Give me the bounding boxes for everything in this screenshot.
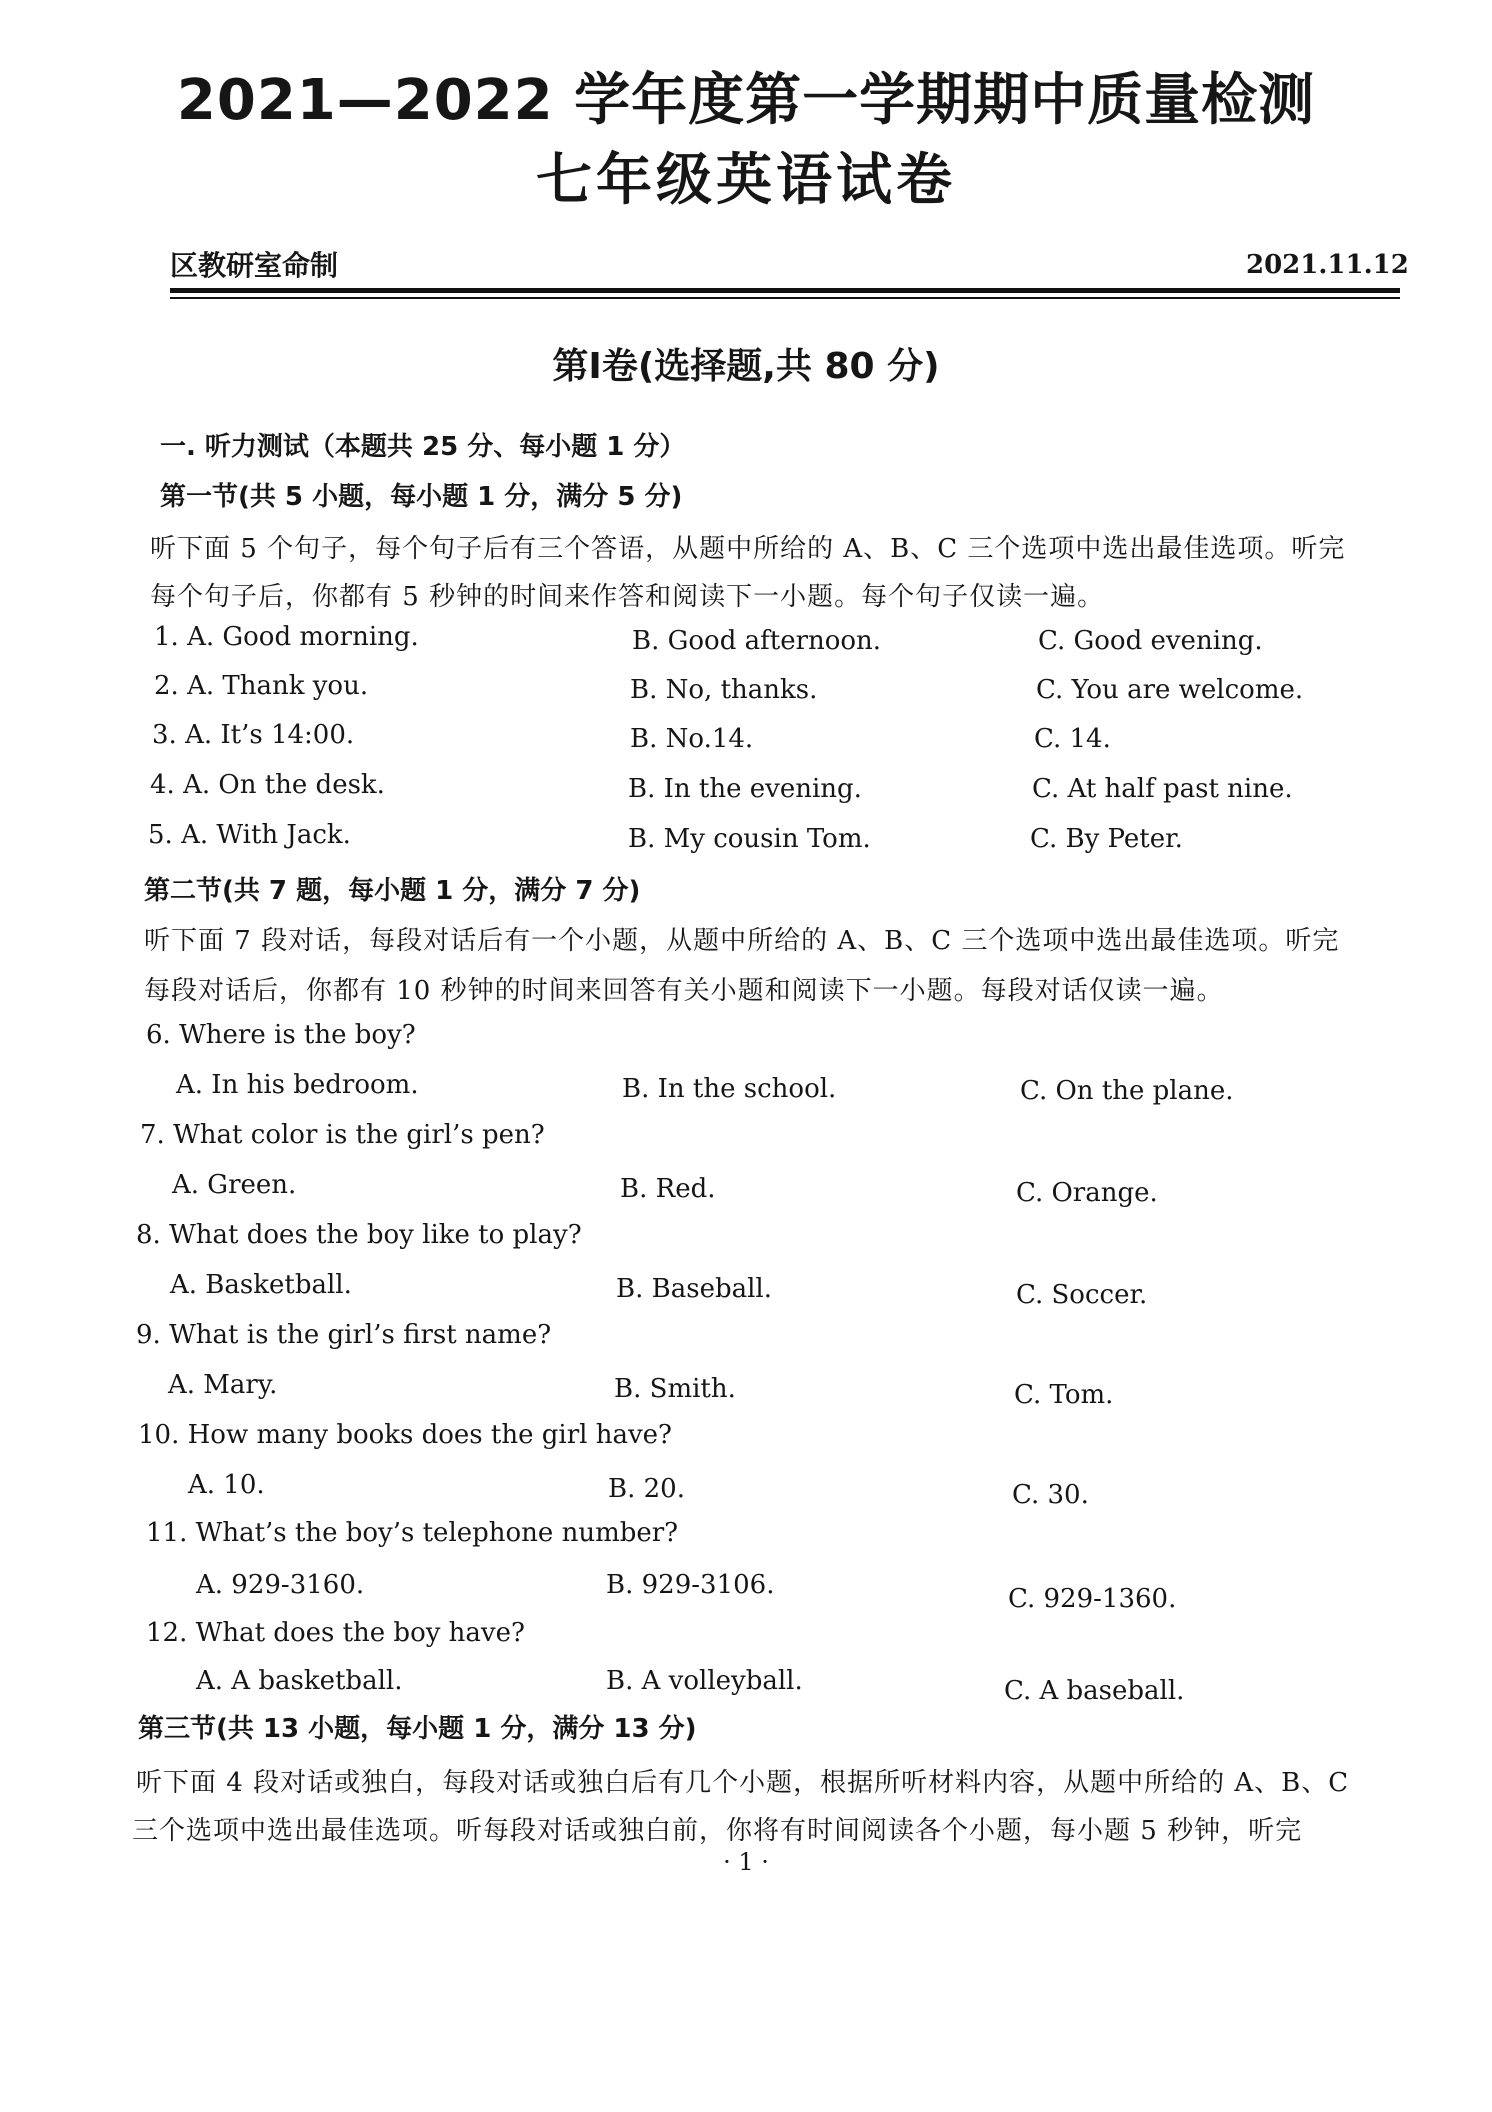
q2-option-a: 2. A. Thank you. xyxy=(154,671,369,701)
q12-option-a: A. A basketball. xyxy=(196,1666,403,1696)
part1-instruction-1: 听下面 5 个句子，每个句子后有三个答语，从题中所给的 A、B、C 三个选项中选出最佳选项。听完 xyxy=(150,534,1346,564)
part-title: 第Ⅰ卷(选择题,共 80 分) xyxy=(552,346,940,387)
q6-option-a: A. In his bedroom. xyxy=(176,1070,419,1100)
q6-option-b: B. In the school. xyxy=(622,1074,837,1104)
header-rule-thick xyxy=(170,288,1400,293)
q1-option-a: 1. A. Good morning. xyxy=(154,622,419,652)
q8-stem: 8. What does the boy like to play? xyxy=(136,1220,582,1250)
q10-option-b: B. 20. xyxy=(608,1474,685,1504)
issuer: 区教研室命制 xyxy=(170,249,339,282)
q8-option-a: A. Basketball. xyxy=(170,1270,352,1300)
part3-heading: 第三节(共 13 小题，每小题 1 分，满分 13 分) xyxy=(138,1714,697,1744)
header-rule-thin xyxy=(170,297,1400,299)
q10-option-a: A. 10. xyxy=(188,1470,265,1500)
q6-option-c: C. On the plane. xyxy=(1020,1076,1234,1106)
q7-option-c: C. Orange. xyxy=(1016,1178,1158,1208)
q9-stem: 9. What is the girl’s first name? xyxy=(136,1320,552,1350)
q10-stem: 10. How many books does the girl have? xyxy=(138,1420,672,1450)
q11-stem: 11. What’s the boy’s telephone number? xyxy=(146,1518,679,1548)
q4-option-c: C. At half past nine. xyxy=(1032,774,1293,804)
part2-heading: 第二节(共 7 题，每小题 1 分，满分 7 分) xyxy=(144,876,641,906)
q3-option-b: B. No.14. xyxy=(630,724,754,754)
q7-option-b: B. Red. xyxy=(620,1174,716,1204)
part3-instruction-2: 三个选项中选出最佳选项。听每段对话或独白前，你将有时间阅读各个小题，每小题 5 秒钟，听完 xyxy=(132,1816,1303,1846)
q6-stem: 6. Where is the boy? xyxy=(146,1020,416,1050)
exam-date: 2021.11.12 xyxy=(1246,250,1409,280)
q3-option-a: 3. A. It’s 14:00. xyxy=(152,720,355,750)
q1-option-b: B. Good afternoon. xyxy=(632,626,882,656)
q2-option-b: B. No, thanks. xyxy=(630,675,818,705)
q5-option-c: C. By Peter. xyxy=(1030,824,1183,854)
q7-stem: 7. What color is the girl’s pen? xyxy=(140,1120,545,1150)
exam-subtitle: 七年级英语试卷 xyxy=(536,148,956,213)
q9-option-b: B. Smith. xyxy=(614,1374,736,1404)
exam-title: 2021—2022 学年度第一学期期中质量检测 xyxy=(176,68,1316,133)
q2-option-c: C. You are welcome. xyxy=(1036,675,1304,705)
q8-option-c: C. Soccer. xyxy=(1016,1280,1148,1310)
q11-option-b: B. 929-3106. xyxy=(606,1570,775,1600)
q4-option-a: 4. A. On the desk. xyxy=(150,770,385,800)
q9-option-a: A. Mary. xyxy=(168,1370,278,1400)
q10-option-c: C. 30. xyxy=(1012,1480,1089,1510)
q12-stem: 12. What does the boy have? xyxy=(146,1618,525,1648)
page-number: · 1 · xyxy=(723,1848,769,1876)
part2-instruction-1: 听下面 7 段对话，每段对话后有一个小题，从题中所给的 A、B、C 三个选项中选出最佳选项。听完 xyxy=(144,926,1340,956)
q4-option-b: B. In the evening. xyxy=(628,774,862,804)
q12-option-c: C. A baseball. xyxy=(1004,1676,1185,1706)
part1-instruction-2: 每个句子后，你都有 5 秒钟的时间来作答和阅读下一小题。每个句子仅读一遍。 xyxy=(150,582,1105,612)
q5-option-a: 5. A. With Jack. xyxy=(148,820,351,850)
q12-option-b: B. A volleyball. xyxy=(606,1666,803,1696)
section-heading: 一. 听力测试（本题共 25 分、每小题 1 分） xyxy=(160,432,686,462)
q9-option-c: C. Tom. xyxy=(1014,1380,1114,1410)
q11-option-a: A. 929-3160. xyxy=(196,1570,365,1600)
q11-option-c: C. 929-1360. xyxy=(1008,1584,1177,1614)
part2-instruction-2: 每段对话后，你都有 10 秒钟的时间来回答有关小题和阅读下一小题。每段对话仅读一遍。 xyxy=(144,976,1224,1006)
q8-option-b: B. Baseball. xyxy=(616,1274,773,1304)
q5-option-b: B. My cousin Tom. xyxy=(628,824,871,854)
part3-instruction-1: 听下面 4 段对话或独白，每段对话或独白后有几个小题，根据所听材料内容，从题中所给的 A、B、C xyxy=(136,1768,1350,1798)
q7-option-a: A. Green. xyxy=(172,1170,297,1200)
q1-option-c: C. Good evening. xyxy=(1038,626,1263,656)
q3-option-c: C. 14. xyxy=(1034,724,1111,754)
part1-heading: 第一节(共 5 小题，每小题 1 分，满分 5 分) xyxy=(160,482,683,512)
